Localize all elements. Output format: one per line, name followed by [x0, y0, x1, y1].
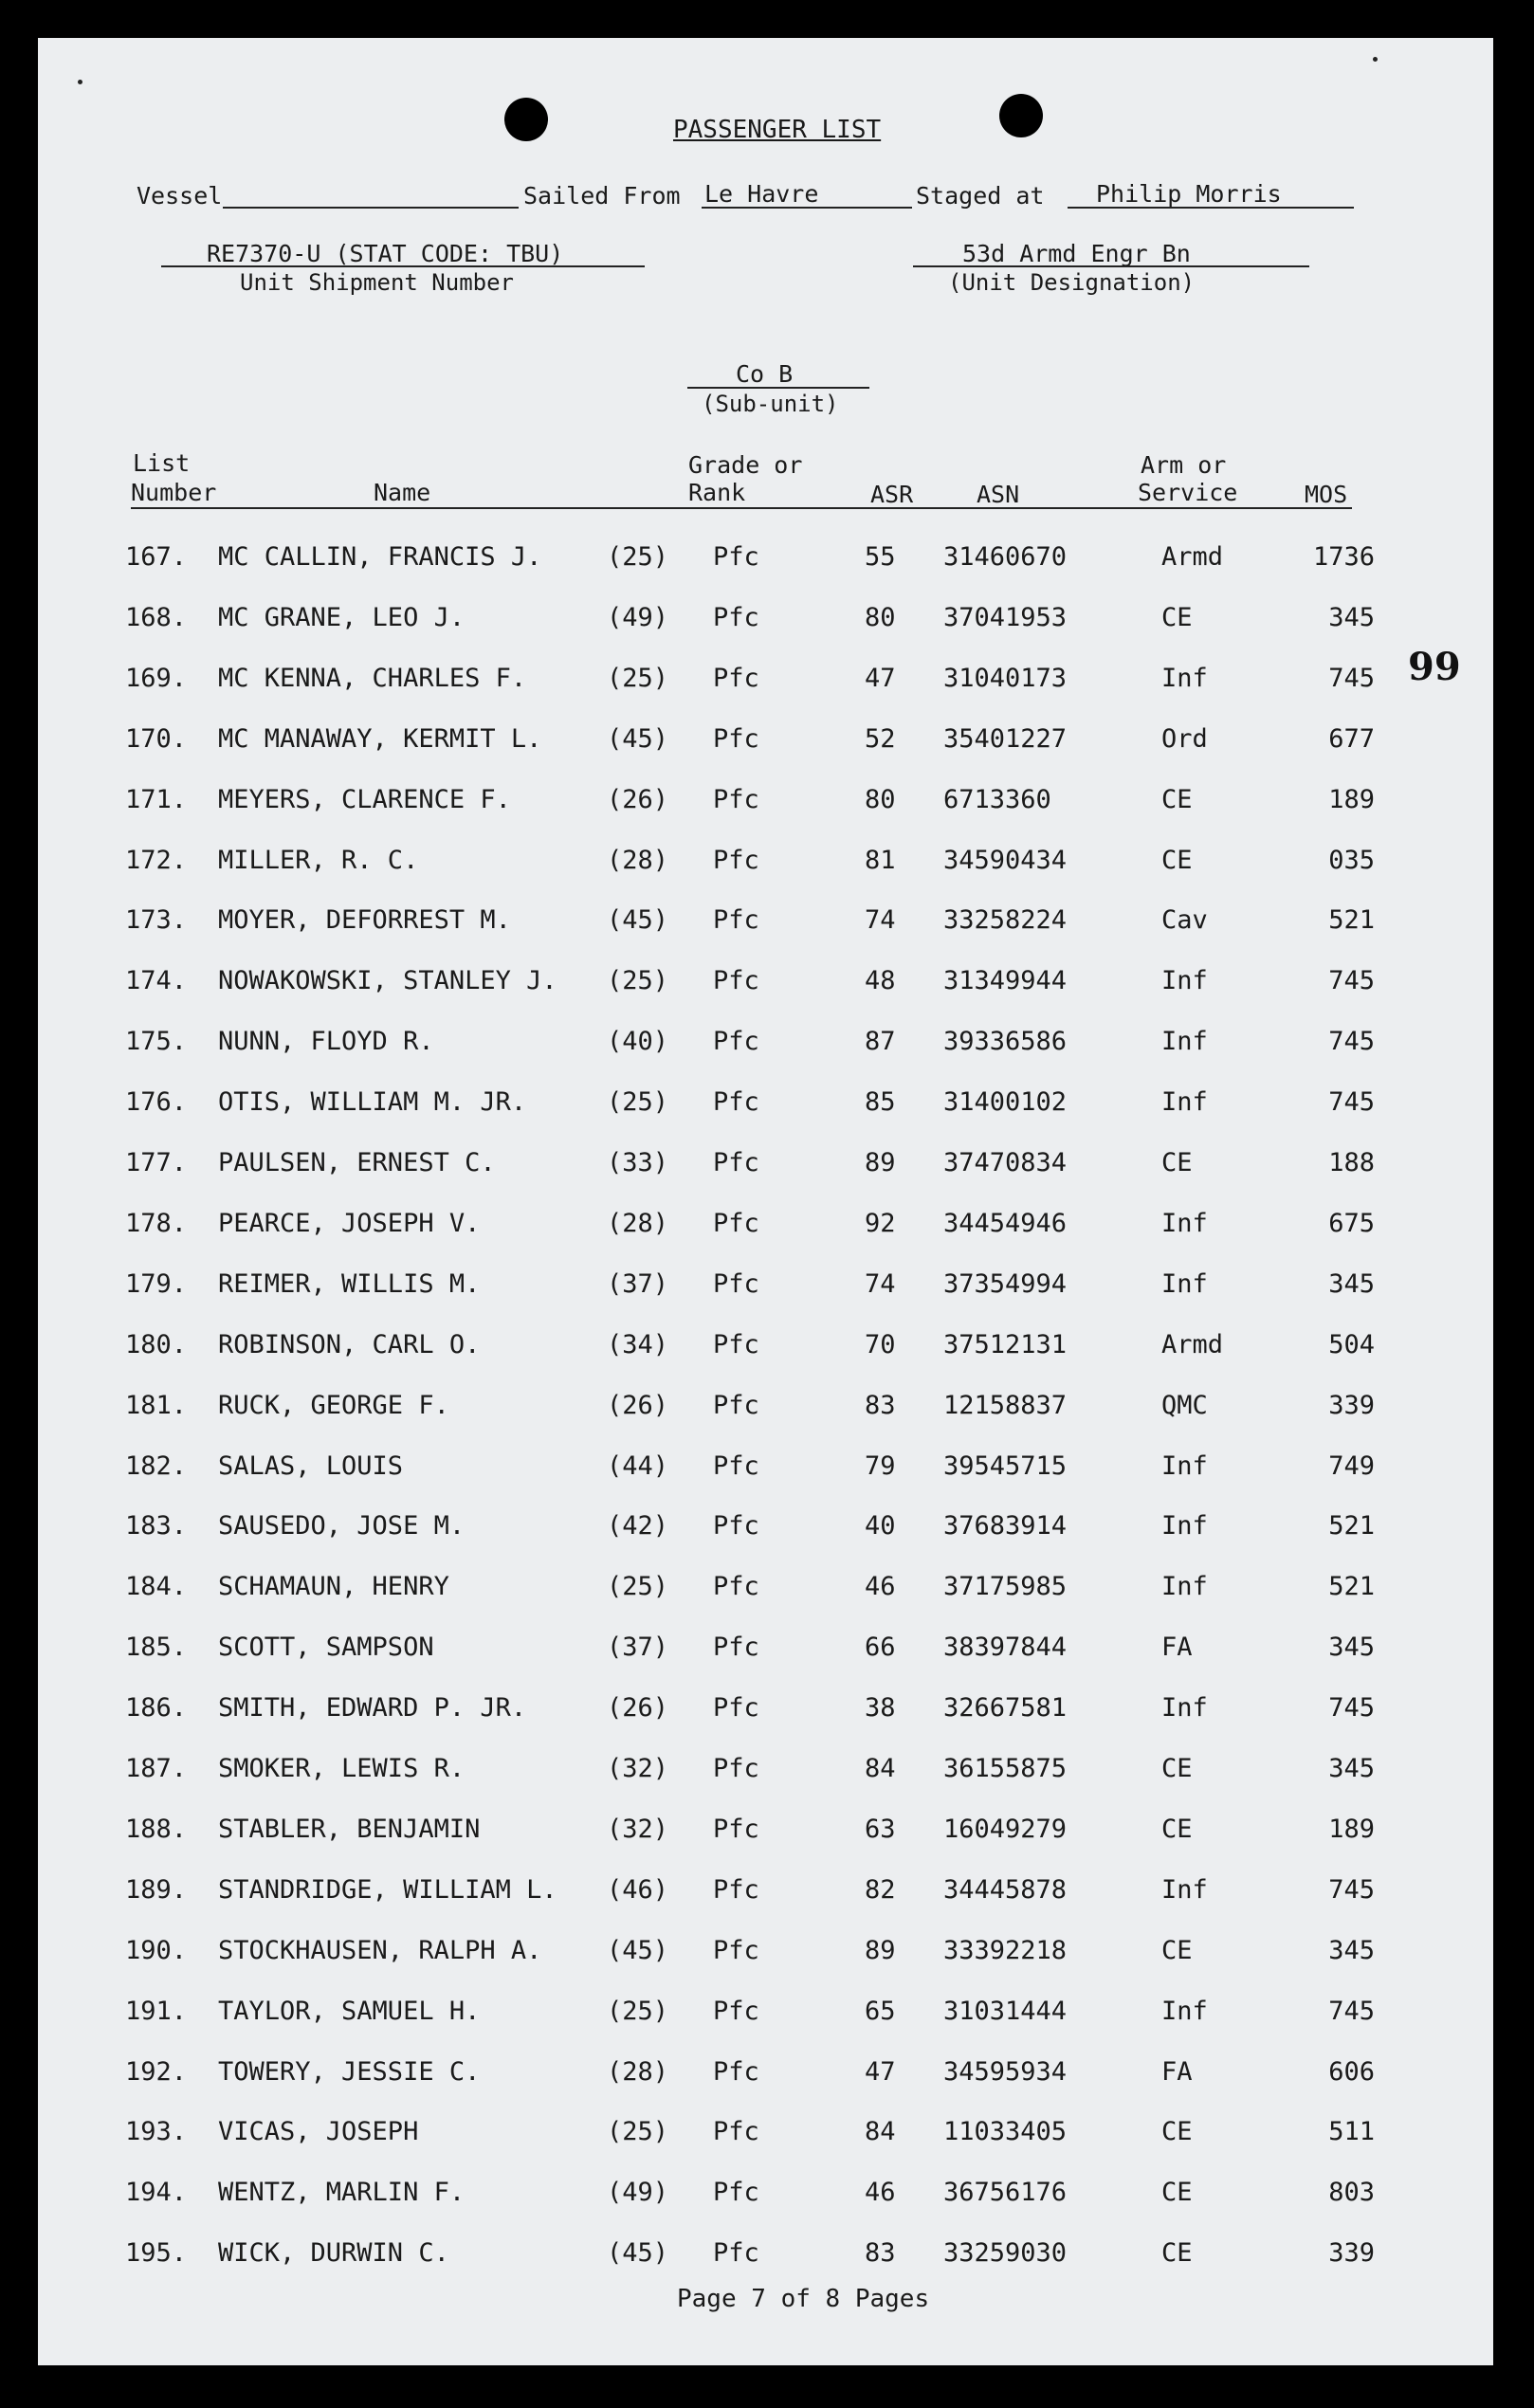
cell-age: (26): [607, 784, 669, 814]
cell-mos: 511: [1328, 2117, 1375, 2147]
cell-name: MC MANAWAY, KERMIT L.: [218, 723, 542, 754]
col-header-grade: Grade or: [688, 451, 803, 479]
cell-name: TOWERY, JESSIE C.: [218, 2056, 481, 2087]
cell-arm: CE: [1161, 1754, 1193, 1783]
cell-num: 193.: [125, 2117, 188, 2147]
sub-unit-line: [687, 387, 869, 389]
cell-name: WENTZ, MARLIN F.: [218, 2178, 466, 2208]
cell-arm: QMC: [1161, 1390, 1208, 1420]
cell-age: (25): [607, 663, 669, 693]
cell-grade: Pfc: [713, 1935, 759, 1965]
cell-asn: 33258224: [943, 905, 1068, 936]
cell-age: (25): [607, 1572, 669, 1602]
cell-grade: Pfc: [713, 845, 759, 875]
cell-arm: CE: [1161, 2238, 1193, 2269]
cell-mos: 189: [1328, 1814, 1375, 1844]
cell-age: (45): [607, 1935, 669, 1965]
cell-asr: 47: [865, 2056, 896, 2087]
cell-num: 184.: [125, 1572, 188, 1602]
cell-age: (42): [607, 1511, 669, 1541]
cell-num: 185.: [125, 1633, 188, 1663]
table-row: [38, 1209, 1493, 1256]
sailed-from-label: Sailed From: [523, 182, 681, 210]
cell-num: 174.: [125, 966, 188, 996]
cell-age: (25): [607, 542, 669, 572]
cell-grade: Pfc: [713, 966, 759, 996]
cell-asn: 39336586: [943, 1027, 1068, 1057]
cell-asr: 55: [865, 542, 896, 572]
cell-age: (37): [607, 1268, 669, 1299]
cell-grade: Pfc: [713, 2117, 759, 2147]
cell-grade: Pfc: [713, 784, 759, 814]
cell-grade: Pfc: [713, 1329, 759, 1359]
cell-mos: 745: [1328, 966, 1375, 996]
cell-arm: Cav: [1161, 905, 1208, 936]
cell-asn: 37470834: [943, 1148, 1068, 1177]
table-row: [38, 1693, 1493, 1741]
cell-num: 190.: [125, 1935, 188, 1965]
col-header-list: List: [133, 449, 191, 477]
cell-grade: Pfc: [713, 1814, 759, 1844]
cell-num: 178.: [125, 1208, 188, 1238]
cell-asr: 65: [865, 1996, 896, 2026]
cell-asn: 31349944: [943, 966, 1068, 996]
table-row: [38, 1330, 1493, 1377]
cell-asr: 52: [865, 723, 896, 754]
cell-asr: 48: [865, 966, 896, 996]
cell-name: OTIS, WILLIAM M. JR.: [218, 1087, 527, 1118]
col-header-rank: Rank: [688, 479, 746, 506]
cell-arm: Inf: [1161, 1087, 1208, 1118]
document-page: [38, 38, 1493, 2365]
cell-arm: CE: [1161, 845, 1193, 875]
cell-mos: 677: [1328, 723, 1375, 754]
table-row: [38, 1997, 1493, 2044]
cell-num: 187.: [125, 1754, 188, 1783]
cell-age: (32): [607, 1814, 669, 1844]
cell-mos: 521: [1328, 1572, 1375, 1602]
cell-arm: CE: [1161, 1935, 1193, 1965]
cell-arm: Inf: [1161, 966, 1208, 996]
staged-at-label: Staged at: [916, 182, 1045, 210]
cell-age: (49): [607, 2178, 669, 2208]
sub-unit: Co B: [736, 360, 794, 388]
table-row: [38, 1633, 1493, 1680]
cell-grade: Pfc: [713, 723, 759, 754]
cell-mos: 749: [1328, 1450, 1375, 1481]
cell-grade: Pfc: [713, 1148, 759, 1177]
table-row: [38, 785, 1493, 832]
speck: [1373, 57, 1378, 62]
cell-mos: 504: [1328, 1329, 1375, 1359]
cell-asn: 31400102: [943, 1087, 1068, 1118]
cell-grade: Pfc: [713, 1693, 759, 1724]
cell-arm: Inf: [1161, 1572, 1208, 1602]
punch-hole-left: [504, 98, 548, 141]
cell-name: PEARCE, JOSEPH V.: [218, 1208, 481, 1238]
cell-asn: 31040173: [943, 663, 1068, 693]
cell-num: 171.: [125, 784, 188, 814]
cell-mos: 521: [1328, 905, 1375, 936]
cell-name: MEYERS, CLARENCE F.: [218, 784, 511, 814]
page-footer: Page 7 of 8 Pages: [677, 2285, 930, 2313]
cell-name: SAUSEDO, JOSE M.: [218, 1511, 466, 1541]
cell-mos: 745: [1328, 1874, 1375, 1905]
col-header-name: Name: [374, 479, 431, 506]
cell-arm: Inf: [1161, 1208, 1208, 1238]
table-row: [38, 846, 1493, 893]
cell-grade: Pfc: [713, 1450, 759, 1481]
table-row: [38, 2117, 1493, 2164]
cell-name: PAULSEN, ERNEST C.: [218, 1148, 496, 1177]
table-row: [38, 1087, 1493, 1135]
cell-asn: 34454946: [943, 1208, 1068, 1238]
cell-arm: CE: [1161, 2117, 1193, 2147]
cell-asr: 84: [865, 1754, 896, 1783]
cell-asn: 34595934: [943, 2056, 1068, 2087]
col-header-service: Service: [1138, 479, 1238, 506]
cell-asn: 11033405: [943, 2117, 1068, 2147]
cell-asn: 6713360: [943, 784, 1051, 814]
cell-arm: Inf: [1161, 1027, 1208, 1057]
cell-num: 173.: [125, 905, 188, 936]
col-header-arm: Arm or: [1141, 451, 1227, 479]
cell-grade: Pfc: [713, 905, 759, 936]
cell-asn: 37041953: [943, 602, 1068, 632]
cell-asr: 85: [865, 1087, 896, 1118]
cell-grade: Pfc: [713, 2238, 759, 2269]
cell-age: (40): [607, 1027, 669, 1057]
cell-num: 169.: [125, 663, 188, 693]
cell-arm: Inf: [1161, 1874, 1208, 1905]
cell-arm: Inf: [1161, 1450, 1208, 1481]
cell-mos: 1736: [1312, 542, 1375, 572]
cell-mos: 188: [1328, 1148, 1375, 1177]
cell-asn: 34445878: [943, 1874, 1068, 1905]
cell-mos: 803: [1328, 2178, 1375, 2208]
cell-age: (45): [607, 2238, 669, 2269]
cell-asr: 66: [865, 1633, 896, 1663]
cell-asn: 37512131: [943, 1329, 1068, 1359]
cell-arm: CE: [1161, 602, 1193, 632]
cell-asn: 37175985: [943, 1572, 1068, 1602]
cell-num: 175.: [125, 1027, 188, 1057]
cell-num: 192.: [125, 2056, 188, 2087]
cell-asr: 81: [865, 845, 896, 875]
cell-num: 188.: [125, 1814, 188, 1844]
cell-asn: 33392218: [943, 1935, 1068, 1965]
speck: [78, 80, 82, 84]
unit-shipment-number: RE7370-U (STAT CODE: TBU): [207, 240, 564, 267]
cell-grade: Pfc: [713, 542, 759, 572]
cell-asn: 36155875: [943, 1754, 1068, 1783]
table-row: [38, 2238, 1493, 2286]
cell-mos: 035: [1328, 845, 1375, 875]
cell-num: 186.: [125, 1693, 188, 1724]
cell-age: (25): [607, 966, 669, 996]
cell-asr: 92: [865, 1208, 896, 1238]
cell-asr: 83: [865, 1390, 896, 1420]
table-row: [38, 2057, 1493, 2105]
cell-asr: 82: [865, 1874, 896, 1905]
cell-mos: 339: [1328, 2238, 1375, 2269]
table-row: [38, 905, 1493, 953]
cell-asr: 89: [865, 1935, 896, 1965]
cell-grade: Pfc: [713, 2056, 759, 2087]
unit-shipment-caption: Unit Shipment Number: [240, 269, 514, 296]
cell-asr: 46: [865, 2178, 896, 2208]
cell-age: (37): [607, 1633, 669, 1663]
cell-age: (49): [607, 602, 669, 632]
cell-num: 168.: [125, 602, 188, 632]
staged-at-value: Philip Morris: [1096, 180, 1282, 208]
cell-arm: CE: [1161, 784, 1193, 814]
header-rule: [131, 507, 1352, 509]
cell-num: 181.: [125, 1390, 188, 1420]
cell-mos: 745: [1328, 1996, 1375, 2026]
cell-age: (26): [607, 1390, 669, 1420]
cell-arm: Inf: [1161, 1268, 1208, 1299]
cell-mos: 189: [1328, 784, 1375, 814]
table-row: [38, 1754, 1493, 1801]
cell-name: SMOKER, LEWIS R.: [218, 1754, 466, 1783]
col-header-number: Number: [131, 479, 217, 506]
table-row: [38, 1269, 1493, 1317]
cell-mos: 345: [1328, 1935, 1375, 1965]
cell-arm: Inf: [1161, 663, 1208, 693]
table-row: [38, 1815, 1493, 1862]
table-row: [38, 1875, 1493, 1923]
cell-mos: 521: [1328, 1511, 1375, 1541]
table-row: [38, 1936, 1493, 1983]
cell-mos: 675: [1328, 1208, 1375, 1238]
col-header-mos: MOS: [1305, 481, 1348, 508]
cell-name: MOYER, DEFORREST M.: [218, 905, 511, 936]
cell-asn: 12158837: [943, 1390, 1068, 1420]
cell-arm: Inf: [1161, 1693, 1208, 1724]
cell-grade: Pfc: [713, 1754, 759, 1783]
cell-arm: FA: [1161, 2056, 1193, 2087]
table-row: [38, 542, 1493, 590]
cell-num: 172.: [125, 845, 188, 875]
cell-num: 167.: [125, 542, 188, 572]
vessel-label: Vessel: [137, 182, 223, 210]
cell-grade: Pfc: [713, 602, 759, 632]
cell-num: 194.: [125, 2178, 188, 2208]
table-row: [38, 1148, 1493, 1195]
cell-name: WICK, DURWIN C.: [218, 2238, 449, 2269]
cell-mos: 345: [1328, 602, 1375, 632]
cell-asr: 47: [865, 663, 896, 693]
cell-num: 189.: [125, 1874, 188, 1905]
col-header-asn: ASN: [977, 481, 1020, 508]
sub-unit-caption: (Sub-unit): [702, 391, 839, 417]
cell-grade: Pfc: [713, 1087, 759, 1118]
cell-num: 191.: [125, 1996, 188, 2026]
cell-grade: Pfc: [713, 1874, 759, 1905]
cell-asr: 80: [865, 784, 896, 814]
cell-num: 179.: [125, 1268, 188, 1299]
cell-mos: 345: [1328, 1633, 1375, 1663]
cell-age: (32): [607, 1754, 669, 1783]
cell-asn: 16049279: [943, 1814, 1068, 1844]
table-row: [38, 1572, 1493, 1619]
cell-grade: Pfc: [713, 2178, 759, 2208]
cell-name: MILLER, R. C.: [218, 845, 419, 875]
cell-asr: 79: [865, 1450, 896, 1481]
cell-age: (25): [607, 2117, 669, 2147]
cell-name: SCHAMAUN, HENRY: [218, 1572, 449, 1602]
cell-asr: 74: [865, 1268, 896, 1299]
cell-age: (45): [607, 723, 669, 754]
table-row: [38, 1511, 1493, 1559]
cell-num: 183.: [125, 1511, 188, 1541]
cell-mos: 345: [1328, 1754, 1375, 1783]
cell-name: NOWAKOWSKI, STANLEY J.: [218, 966, 557, 996]
cell-age: (44): [607, 1450, 669, 1481]
cell-name: ROBINSON, CARL O.: [218, 1329, 481, 1359]
unit-shipment-line: [161, 265, 645, 267]
cell-age: (25): [607, 1996, 669, 2026]
cell-age: (33): [607, 1148, 669, 1177]
cell-arm: Ord: [1161, 723, 1208, 754]
unit-designation-caption: (Unit Designation): [948, 269, 1196, 296]
cell-num: 182.: [125, 1450, 188, 1481]
punch-hole-right: [999, 94, 1043, 137]
cell-name: NUNN, FLOYD R.: [218, 1027, 434, 1057]
cell-arm: CE: [1161, 1814, 1193, 1844]
cell-mos: 745: [1328, 1087, 1375, 1118]
cell-mos: 345: [1328, 1268, 1375, 1299]
table-row: [38, 966, 1493, 1013]
cell-mos: 339: [1328, 1390, 1375, 1420]
cell-asn: 31031444: [943, 1996, 1068, 2026]
cell-grade: Pfc: [713, 663, 759, 693]
cell-name: TAYLOR, SAMUEL H.: [218, 1996, 481, 2026]
table-row: [38, 1451, 1493, 1499]
handwritten-page-number: 99: [1408, 645, 1461, 689]
cell-name: MC KENNA, CHARLES F.: [218, 663, 527, 693]
cell-age: (25): [607, 1087, 669, 1118]
cell-num: 170.: [125, 723, 188, 754]
cell-grade: Pfc: [713, 1511, 759, 1541]
cell-grade: Pfc: [713, 1268, 759, 1299]
table-row: [38, 1391, 1493, 1438]
cell-name: VICAS, JOSEPH: [218, 2117, 419, 2147]
cell-asn: 37683914: [943, 1511, 1068, 1541]
table-row: [38, 603, 1493, 650]
table-row: [38, 664, 1493, 711]
cell-name: SALAS, LOUIS: [218, 1450, 404, 1481]
cell-name: STABLER, BENJAMIN: [218, 1814, 481, 1844]
cell-mos: 745: [1328, 1693, 1375, 1724]
table-row: [38, 1027, 1493, 1074]
cell-asr: 84: [865, 2117, 896, 2147]
cell-asr: 63: [865, 1814, 896, 1844]
cell-arm: Inf: [1161, 1996, 1208, 2026]
cell-asn: 35401227: [943, 723, 1068, 754]
cell-grade: Pfc: [713, 1572, 759, 1602]
cell-age: (45): [607, 905, 669, 936]
cell-asr: 38: [865, 1693, 896, 1724]
cell-name: REIMER, WILLIS M.: [218, 1268, 481, 1299]
document-title: PASSENGER LIST: [673, 116, 882, 144]
sailed-from-value: Le Havre: [704, 180, 819, 208]
cell-mos: 745: [1328, 663, 1375, 693]
cell-num: 177.: [125, 1148, 188, 1177]
cell-asr: 80: [865, 602, 896, 632]
cell-arm: CE: [1161, 1148, 1193, 1177]
cell-arm: CE: [1161, 2178, 1193, 2208]
cell-num: 180.: [125, 1329, 188, 1359]
cell-grade: Pfc: [713, 1996, 759, 2026]
cell-name: MC CALLIN, FRANCIS J.: [218, 542, 542, 572]
cell-asr: 70: [865, 1329, 896, 1359]
cell-asr: 83: [865, 2238, 896, 2269]
cell-arm: Inf: [1161, 1511, 1208, 1541]
cell-name: STOCKHAUSEN, RALPH A.: [218, 1935, 542, 1965]
cell-asn: 37354994: [943, 1268, 1068, 1299]
unit-designation-line: [913, 265, 1309, 267]
cell-age: (34): [607, 1329, 669, 1359]
cell-age: (26): [607, 1693, 669, 1724]
cell-name: RUCK, GEORGE F.: [218, 1390, 449, 1420]
cell-asr: 46: [865, 1572, 896, 1602]
cell-asn: 32667581: [943, 1693, 1068, 1724]
vessel-line: [223, 207, 519, 209]
cell-asr: 89: [865, 1148, 896, 1177]
cell-grade: Pfc: [713, 1633, 759, 1663]
cell-asr: 87: [865, 1027, 896, 1057]
table-row: [38, 724, 1493, 772]
cell-asn: 36756176: [943, 2178, 1068, 2208]
cell-num: 195.: [125, 2238, 188, 2269]
cell-grade: Pfc: [713, 1027, 759, 1057]
cell-arm: Armd: [1161, 1329, 1224, 1359]
cell-name: SCOTT, SAMPSON: [218, 1633, 434, 1663]
cell-mos: 606: [1328, 2056, 1375, 2087]
cell-age: (28): [607, 1208, 669, 1238]
cell-num: 176.: [125, 1087, 188, 1118]
cell-asr: 40: [865, 1511, 896, 1541]
cell-asn: 33259030: [943, 2238, 1068, 2269]
cell-name: SMITH, EDWARD P. JR.: [218, 1693, 527, 1724]
unit-designation: 53d Armd Engr Bn: [962, 240, 1191, 267]
cell-asn: 38397844: [943, 1633, 1068, 1663]
cell-age: (28): [607, 2056, 669, 2087]
cell-age: (46): [607, 1874, 669, 1905]
cell-asn: 31460670: [943, 542, 1068, 572]
cell-age: (28): [607, 845, 669, 875]
cell-asn: 39545715: [943, 1450, 1068, 1481]
cell-asn: 34590434: [943, 845, 1068, 875]
cell-grade: Pfc: [713, 1390, 759, 1420]
cell-asr: 74: [865, 905, 896, 936]
col-header-asr: ASR: [870, 481, 914, 508]
cell-mos: 745: [1328, 1027, 1375, 1057]
cell-arm: Armd: [1161, 542, 1224, 572]
table-row: [38, 2178, 1493, 2225]
cell-name: MC GRANE, LEO J.: [218, 602, 466, 632]
cell-arm: FA: [1161, 1633, 1193, 1663]
cell-name: STANDRIDGE, WILLIAM L.: [218, 1874, 557, 1905]
cell-grade: Pfc: [713, 1208, 759, 1238]
